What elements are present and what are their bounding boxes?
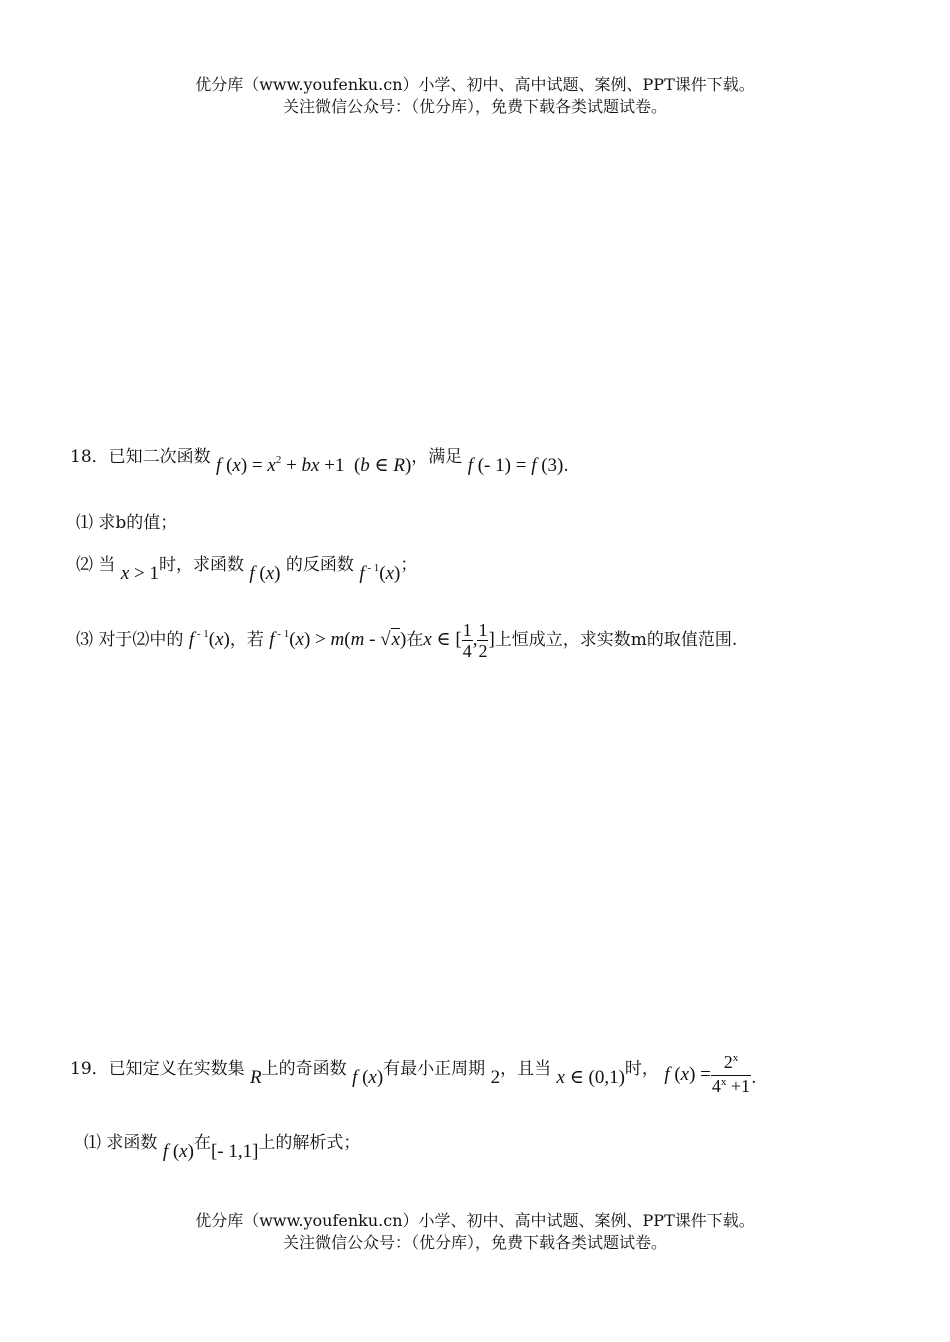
q19-text-c: 有最小正周期 [383, 1058, 486, 1079]
q18-part2-inverse: f $^{- 1}$(x) [359, 562, 401, 584]
q18-stem: 18．已知二次函数 f $(x) = x^2$ + bx +1 (b ∈ R)，满足 f (- 1) = f (3). [70, 447, 569, 476]
q18-part3-text-c: 在 [406, 629, 424, 650]
q19-intro: 已知定义在实数集 [108, 1058, 245, 1079]
q19-fx: f (x) [352, 1066, 384, 1088]
q19-part1-text-c: 上的解析式； [258, 1133, 361, 1153]
q18-cond-text: ，满足 [411, 447, 463, 467]
q18-part3-inverse: f $^{- 1}$(x) [188, 627, 230, 650]
q18-part2-fx: f (x) [249, 563, 281, 584]
q19-part1-label: ⑴ [84, 1133, 101, 1153]
q18-part2 [76, 550, 418, 584]
q19-x-interval: x ∈ (0,1) [556, 1066, 625, 1088]
q18-part3-text-d: 上恒成立，求实数m的取值范围. [494, 629, 738, 650]
q18-part2-text-d: ； [400, 555, 418, 575]
q18-function-formula: f $(x) = x^2$ + bx +1 (b ∈ R) [216, 454, 412, 476]
footer-line-1: 优分库（www.youfenku.cn）小学、初中、高中试题、案例、PPT课件下载。 [195, 1211, 755, 1230]
page-header [0, 74, 950, 118]
q19-text-d: ，且当 [500, 1058, 552, 1079]
q19-part1-text-b: 在 [193, 1133, 211, 1153]
q18-part3-text-b: ，若 [229, 629, 264, 650]
header-line-1: 优分库（www.youfenku.cn）小学、初中、高中试题、案例、PPT课件下载。 [195, 75, 755, 94]
q18-part1 [76, 508, 177, 533]
q19-part1-interval: [- 1,1] [210, 1141, 259, 1162]
q18-part2-text-b: 时，求函数 [158, 555, 244, 575]
q19-part1-text-a: 求函数 [106, 1133, 158, 1153]
q19-function-formula: f (x) = $\frac{2^x}{4^x +1}$ [664, 1064, 751, 1085]
header-line-2: 关注微信公众号：（优分库），免费下载各类试题试卷。 [282, 97, 667, 116]
q19-part1-fx: f (x) [162, 1141, 194, 1162]
q18-part2-label: ⑵ [76, 555, 93, 575]
footer-line-2: 关注微信公众号：（优分库），免费下载各类试题试卷。 [282, 1233, 667, 1252]
q18-part1-text: 求b的值； [98, 513, 178, 533]
q18-part2-condition: x > 1 [120, 563, 159, 584]
q19-text-e: 时， [624, 1058, 659, 1079]
q18-part3-text-a: 对于⑵中的 [98, 629, 184, 650]
q19-number: 19． [70, 1058, 109, 1079]
q19-part1 [84, 1128, 361, 1162]
q18-part2-text-a: 当 [98, 555, 116, 575]
q19-stem: 19．已知定义在实数集 R上的奇函数 f (x)有最小正周期 2，且当 x ∈ (0,1)时， f (x) = $\frac{2^x}{4^x +1}$ . [70, 1046, 756, 1093]
q18-intro: 已知二次函数 [108, 447, 211, 467]
q18-condition-formula: f (- 1) = f (3) [467, 455, 564, 476]
q18-part1-label: ⑴ [76, 513, 93, 533]
page-footer [0, 1210, 950, 1254]
q19-text-b: 上的奇函数 [261, 1058, 347, 1079]
q19-set-R: R [250, 1066, 262, 1088]
q18-number: 18． [70, 447, 109, 467]
q18-part2-text-c: 的反函数 [285, 555, 354, 575]
q18-part3-interval: x ∈ [ $\frac{1}{4}$ , $\frac{1}{2}$ ] [423, 620, 495, 661]
q19-period: 2 [490, 1066, 501, 1088]
q18-part3-label: ⑶ [76, 629, 93, 650]
q18-part3 [76, 620, 737, 661]
q18-part3-inequality: f $^{- 1}$(x) > m(m - √x) [269, 627, 407, 650]
